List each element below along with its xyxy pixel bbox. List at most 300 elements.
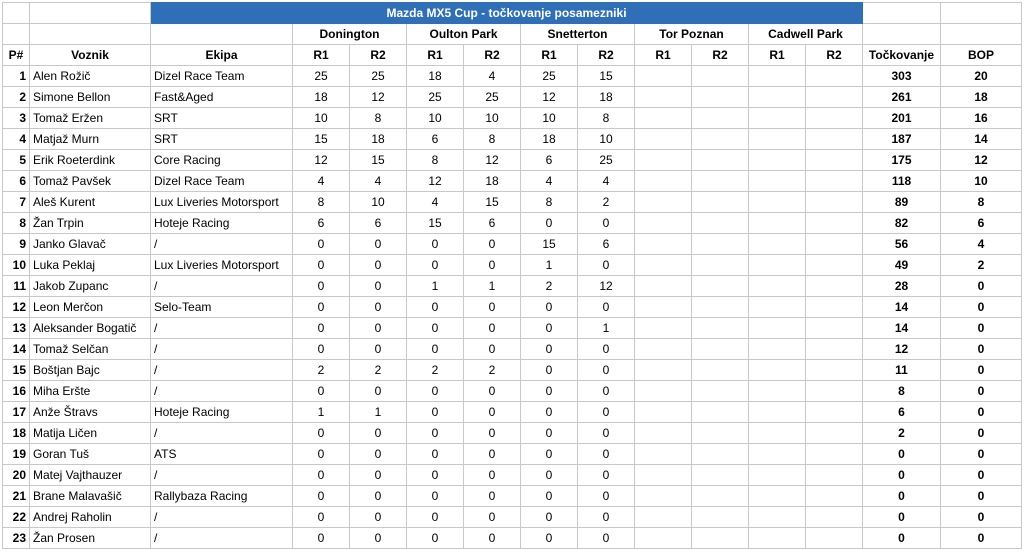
race-points-cell [692, 528, 749, 549]
race-points-cell: 2 [578, 192, 635, 213]
table-row [3, 255, 1022, 276]
driver-cell: Andrej Raholin [30, 507, 151, 528]
driver-cell: Tomaž Eržen [30, 108, 151, 129]
race-points-cell: 0 [407, 234, 464, 255]
race-points-cell: 0 [407, 465, 464, 486]
driver-cell: Jakob Zupanc [30, 276, 151, 297]
table-row [3, 108, 1022, 129]
race-points-cell: 15 [407, 213, 464, 234]
bop-cell: 0 [941, 528, 1022, 549]
race-points-cell: 1 [521, 255, 578, 276]
race-points-cell [806, 318, 863, 339]
team-cell: / [151, 423, 293, 444]
bop-cell: 0 [941, 297, 1022, 318]
race-points-cell [749, 402, 806, 423]
race-points-cell [806, 486, 863, 507]
position-cell: 15 [3, 360, 30, 381]
race-points-cell: 2 [464, 360, 521, 381]
track-header: Snetterton [521, 24, 635, 45]
bop-cell: 0 [941, 423, 1022, 444]
race-points-cell [692, 339, 749, 360]
total-points-cell: 0 [863, 486, 941, 507]
driver-cell: Tomaž Selčan [30, 339, 151, 360]
bop-cell: 0 [941, 402, 1022, 423]
team-cell: Dizel Race Team [151, 66, 293, 87]
race-points-cell [749, 87, 806, 108]
race-points-cell: 0 [521, 402, 578, 423]
race-points-cell [749, 297, 806, 318]
table-row [3, 129, 1022, 150]
race-points-cell [749, 507, 806, 528]
race-points-cell [806, 360, 863, 381]
race-points-cell: 0 [293, 234, 350, 255]
race-points-cell [806, 234, 863, 255]
position-cell: 17 [3, 402, 30, 423]
race-points-cell: 15 [350, 150, 407, 171]
team-cell: Lux Liveries Motorsport [151, 255, 293, 276]
race-points-cell [692, 297, 749, 318]
race-points-cell [749, 444, 806, 465]
race-points-cell: 0 [578, 465, 635, 486]
race-points-cell: 12 [350, 87, 407, 108]
race-points-cell: 0 [521, 486, 578, 507]
race-points-cell: 0 [464, 318, 521, 339]
bop-cell: 0 [941, 507, 1022, 528]
bop-cell: 0 [941, 339, 1022, 360]
race-points-cell: 0 [407, 318, 464, 339]
race-points-cell: 10 [464, 108, 521, 129]
race-points-cell: 0 [407, 297, 464, 318]
race-points-cell [692, 171, 749, 192]
race-points-cell [806, 108, 863, 129]
team-cell: / [151, 465, 293, 486]
race-points-cell: 18 [578, 87, 635, 108]
race-points-cell [692, 213, 749, 234]
table-row [3, 528, 1022, 549]
race-points-cell: 0 [521, 381, 578, 402]
race-points-cell: 12 [464, 150, 521, 171]
track-header: Oulton Park [407, 24, 521, 45]
race-points-cell: 6 [350, 213, 407, 234]
race-points-cell [692, 465, 749, 486]
race-points-cell [635, 465, 692, 486]
total-points-cell: 201 [863, 108, 941, 129]
race-points-cell [635, 486, 692, 507]
race-points-cell [692, 276, 749, 297]
table-row [3, 444, 1022, 465]
driver-cell: Goran Tuš [30, 444, 151, 465]
race-points-cell [635, 234, 692, 255]
race-points-cell: 18 [293, 87, 350, 108]
race-points-cell: 0 [578, 444, 635, 465]
race-points-cell [635, 423, 692, 444]
race-points-cell: 0 [293, 276, 350, 297]
race-points-cell: 2 [407, 360, 464, 381]
race-points-cell [692, 192, 749, 213]
column-header-row [3, 45, 1022, 66]
team-cell: Core Racing [151, 150, 293, 171]
race-points-cell: 25 [350, 66, 407, 87]
table-row [3, 402, 1022, 423]
position-cell: 20 [3, 465, 30, 486]
race-points-cell: 0 [578, 486, 635, 507]
race-points-cell: 2 [350, 360, 407, 381]
race-points-cell: 1 [578, 318, 635, 339]
team-cell: / [151, 507, 293, 528]
race-points-cell: 0 [464, 423, 521, 444]
race-points-cell: 18 [350, 129, 407, 150]
table-row [3, 339, 1022, 360]
bop-cell: 0 [941, 381, 1022, 402]
race-points-cell [692, 234, 749, 255]
race-points-cell: 0 [293, 318, 350, 339]
race-header: R1 [293, 45, 350, 66]
race-points-cell: 8 [521, 192, 578, 213]
bop-cell: 18 [941, 87, 1022, 108]
race-points-cell: 0 [407, 255, 464, 276]
driver-cell: Janko Glavač [30, 234, 151, 255]
total-points-cell: 303 [863, 66, 941, 87]
bop-cell: 6 [941, 213, 1022, 234]
bop-cell: 16 [941, 108, 1022, 129]
driver-cell: Simone Bellon [30, 87, 151, 108]
track-header: Cadwell Park [749, 24, 863, 45]
race-points-cell [806, 171, 863, 192]
position-cell: 13 [3, 318, 30, 339]
race-points-cell [806, 192, 863, 213]
race-points-cell: 0 [407, 423, 464, 444]
race-points-cell: 0 [521, 360, 578, 381]
position-cell: 1 [3, 66, 30, 87]
race-points-cell: 6 [578, 234, 635, 255]
race-points-cell [806, 129, 863, 150]
table-row [3, 234, 1022, 255]
race-points-cell [692, 150, 749, 171]
position-cell: 14 [3, 339, 30, 360]
race-points-cell [635, 297, 692, 318]
race-points-cell: 0 [350, 276, 407, 297]
table-row [3, 465, 1022, 486]
driver-cell: Matija Ličen [30, 423, 151, 444]
race-points-cell: 0 [350, 528, 407, 549]
race-points-cell: 4 [464, 66, 521, 87]
race-points-cell: 0 [464, 297, 521, 318]
table-row [3, 150, 1022, 171]
race-points-cell: 0 [521, 507, 578, 528]
table-row [3, 507, 1022, 528]
race-points-cell: 4 [578, 171, 635, 192]
track-header: Donington [293, 24, 407, 45]
race-points-cell: 8 [578, 108, 635, 129]
race-points-cell: 0 [578, 423, 635, 444]
track-header: Tor Poznan [635, 24, 749, 45]
race-points-cell: 2 [521, 276, 578, 297]
race-points-cell: 0 [578, 213, 635, 234]
race-points-cell [749, 192, 806, 213]
race-points-cell: 6 [407, 129, 464, 150]
driver-cell: Boštjan Bajc [30, 360, 151, 381]
race-points-cell: 1 [464, 276, 521, 297]
race-points-cell: 0 [464, 402, 521, 423]
race-points-cell: 0 [464, 486, 521, 507]
position-cell: 4 [3, 129, 30, 150]
team-cell: / [151, 234, 293, 255]
race-points-cell [806, 423, 863, 444]
race-points-cell: 0 [578, 297, 635, 318]
total-points-cell: 28 [863, 276, 941, 297]
race-points-cell [635, 108, 692, 129]
race-points-cell [806, 213, 863, 234]
table-row [3, 423, 1022, 444]
position-cell: 18 [3, 423, 30, 444]
race-points-cell: 0 [578, 528, 635, 549]
total-points-cell: 82 [863, 213, 941, 234]
pos-header: P# [3, 45, 30, 66]
race-points-cell: 0 [464, 507, 521, 528]
race-points-cell: 0 [521, 465, 578, 486]
bop-cell: 2 [941, 255, 1022, 276]
total-points-cell: 175 [863, 150, 941, 171]
race-points-cell: 12 [578, 276, 635, 297]
race-points-cell: 12 [293, 150, 350, 171]
race-points-cell [749, 528, 806, 549]
bop-cell: 10 [941, 171, 1022, 192]
race-points-cell: 12 [407, 171, 464, 192]
race-points-cell: 0 [578, 339, 635, 360]
bop-cell: 14 [941, 129, 1022, 150]
race-points-cell: 25 [293, 66, 350, 87]
race-points-cell: 0 [350, 423, 407, 444]
race-points-cell [692, 360, 749, 381]
team-cell: / [151, 360, 293, 381]
race-points-cell: 0 [407, 528, 464, 549]
race-points-cell [806, 66, 863, 87]
position-cell: 9 [3, 234, 30, 255]
total-points-cell: 89 [863, 192, 941, 213]
driver-cell: Luka Peklaj [30, 255, 151, 276]
race-header: R1 [749, 45, 806, 66]
total-points-cell: 56 [863, 234, 941, 255]
team-cell: Rallybaza Racing [151, 486, 293, 507]
race-points-cell: 6 [464, 213, 521, 234]
race-points-cell: 10 [350, 192, 407, 213]
table-row [3, 87, 1022, 108]
race-points-cell: 0 [407, 486, 464, 507]
race-points-cell [749, 150, 806, 171]
race-points-cell: 4 [293, 171, 350, 192]
race-points-cell [635, 381, 692, 402]
standings-sheet [2, 2, 1022, 549]
race-points-cell [749, 276, 806, 297]
total-points-cell: 14 [863, 297, 941, 318]
race-points-cell [749, 129, 806, 150]
total-points-cell: 49 [863, 255, 941, 276]
total-points-cell: 0 [863, 507, 941, 528]
race-points-cell: 8 [464, 129, 521, 150]
race-points-cell [635, 213, 692, 234]
race-points-cell [635, 360, 692, 381]
race-points-cell: 0 [521, 213, 578, 234]
position-cell: 12 [3, 297, 30, 318]
race-points-cell: 0 [350, 507, 407, 528]
standings-table [2, 2, 1022, 549]
race-points-cell: 10 [293, 108, 350, 129]
race-points-cell: 0 [350, 444, 407, 465]
race-points-cell: 0 [407, 339, 464, 360]
race-points-cell: 0 [464, 234, 521, 255]
race-points-cell: 0 [464, 255, 521, 276]
bop-cell: 0 [941, 360, 1022, 381]
race-points-cell: 10 [578, 129, 635, 150]
race-points-cell: 0 [293, 486, 350, 507]
position-cell: 16 [3, 381, 30, 402]
race-points-cell [749, 423, 806, 444]
race-points-cell [806, 150, 863, 171]
race-points-cell: 25 [521, 66, 578, 87]
race-points-cell: 0 [350, 486, 407, 507]
race-points-cell [806, 465, 863, 486]
bop-cell: 8 [941, 192, 1022, 213]
race-points-cell [749, 339, 806, 360]
bop-cell: 4 [941, 234, 1022, 255]
race-header: R2 [692, 45, 749, 66]
race-points-cell: 0 [407, 402, 464, 423]
position-cell: 3 [3, 108, 30, 129]
race-points-cell: 15 [293, 129, 350, 150]
table-title: Mazda MX5 Cup - točkovanje posamezniki [151, 3, 863, 24]
total-points-cell: 187 [863, 129, 941, 150]
race-points-cell: 0 [521, 423, 578, 444]
position-cell: 11 [3, 276, 30, 297]
race-header: R2 [464, 45, 521, 66]
race-points-cell [692, 108, 749, 129]
track-header-row [3, 24, 1022, 45]
driver-header: Voznik [30, 45, 151, 66]
position-cell: 5 [3, 150, 30, 171]
race-points-cell [692, 381, 749, 402]
race-points-cell: 0 [350, 297, 407, 318]
position-cell: 7 [3, 192, 30, 213]
race-points-cell [692, 402, 749, 423]
race-header: R2 [578, 45, 635, 66]
race-points-cell: 0 [521, 297, 578, 318]
race-points-cell [635, 339, 692, 360]
race-points-cell [749, 108, 806, 129]
bop-cell: 0 [941, 486, 1022, 507]
race-points-cell [635, 507, 692, 528]
race-points-cell: 0 [293, 297, 350, 318]
race-points-cell [635, 528, 692, 549]
table-row [3, 486, 1022, 507]
race-points-cell [635, 402, 692, 423]
race-points-cell: 0 [350, 339, 407, 360]
team-cell: Hoteje Racing [151, 402, 293, 423]
race-points-cell: 0 [521, 318, 578, 339]
total-points-cell: 0 [863, 465, 941, 486]
race-points-cell: 0 [293, 339, 350, 360]
total-points-cell: 0 [863, 528, 941, 549]
race-points-cell: 18 [521, 129, 578, 150]
race-points-cell: 4 [350, 171, 407, 192]
race-header: R2 [350, 45, 407, 66]
position-cell: 23 [3, 528, 30, 549]
race-points-cell: 1 [293, 402, 350, 423]
race-points-cell: 0 [350, 234, 407, 255]
bop-cell: 0 [941, 318, 1022, 339]
total-points-cell: 11 [863, 360, 941, 381]
race-points-cell [692, 66, 749, 87]
position-cell: 2 [3, 87, 30, 108]
race-points-cell: 6 [521, 150, 578, 171]
bop-cell: 0 [941, 465, 1022, 486]
race-points-cell: 0 [464, 444, 521, 465]
race-points-cell [749, 360, 806, 381]
race-points-cell: 0 [407, 381, 464, 402]
race-points-cell [806, 528, 863, 549]
table-row [3, 360, 1022, 381]
race-points-cell [635, 87, 692, 108]
race-points-cell [692, 129, 749, 150]
total-header: Točkovanje [863, 45, 941, 66]
race-points-cell: 0 [293, 423, 350, 444]
position-cell: 8 [3, 213, 30, 234]
position-cell: 22 [3, 507, 30, 528]
race-points-cell: 25 [464, 87, 521, 108]
race-points-cell [749, 213, 806, 234]
race-points-cell [749, 255, 806, 276]
table-row [3, 297, 1022, 318]
team-cell: / [151, 276, 293, 297]
race-points-cell: 0 [578, 360, 635, 381]
total-points-cell: 12 [863, 339, 941, 360]
table-row [3, 171, 1022, 192]
race-points-cell: 0 [521, 528, 578, 549]
race-points-cell: 0 [464, 465, 521, 486]
driver-cell: Leon Merčon [30, 297, 151, 318]
race-points-cell [692, 486, 749, 507]
driver-cell: Aleksander Bogatič [30, 318, 151, 339]
race-points-cell: 8 [293, 192, 350, 213]
driver-cell: Žan Trpin [30, 213, 151, 234]
total-points-cell: 118 [863, 171, 941, 192]
position-cell: 6 [3, 171, 30, 192]
race-points-cell: 0 [407, 444, 464, 465]
race-header: R1 [407, 45, 464, 66]
race-points-cell: 8 [350, 108, 407, 129]
race-points-cell: 4 [407, 192, 464, 213]
race-points-cell: 0 [350, 318, 407, 339]
race-points-cell: 0 [578, 381, 635, 402]
race-points-cell: 0 [293, 444, 350, 465]
race-points-cell: 1 [407, 276, 464, 297]
total-points-cell: 8 [863, 381, 941, 402]
race-points-cell [749, 486, 806, 507]
bop-cell: 0 [941, 444, 1022, 465]
race-points-cell [749, 318, 806, 339]
table-row [3, 276, 1022, 297]
race-points-cell [749, 171, 806, 192]
total-points-cell: 6 [863, 402, 941, 423]
race-points-cell: 25 [578, 150, 635, 171]
race-points-cell [749, 66, 806, 87]
race-points-cell: 0 [521, 339, 578, 360]
driver-cell: Matjaž Murn [30, 129, 151, 150]
race-points-cell: 0 [293, 255, 350, 276]
team-cell: / [151, 339, 293, 360]
driver-cell: Brane Malavašič [30, 486, 151, 507]
race-points-cell [635, 192, 692, 213]
race-points-cell: 0 [293, 381, 350, 402]
